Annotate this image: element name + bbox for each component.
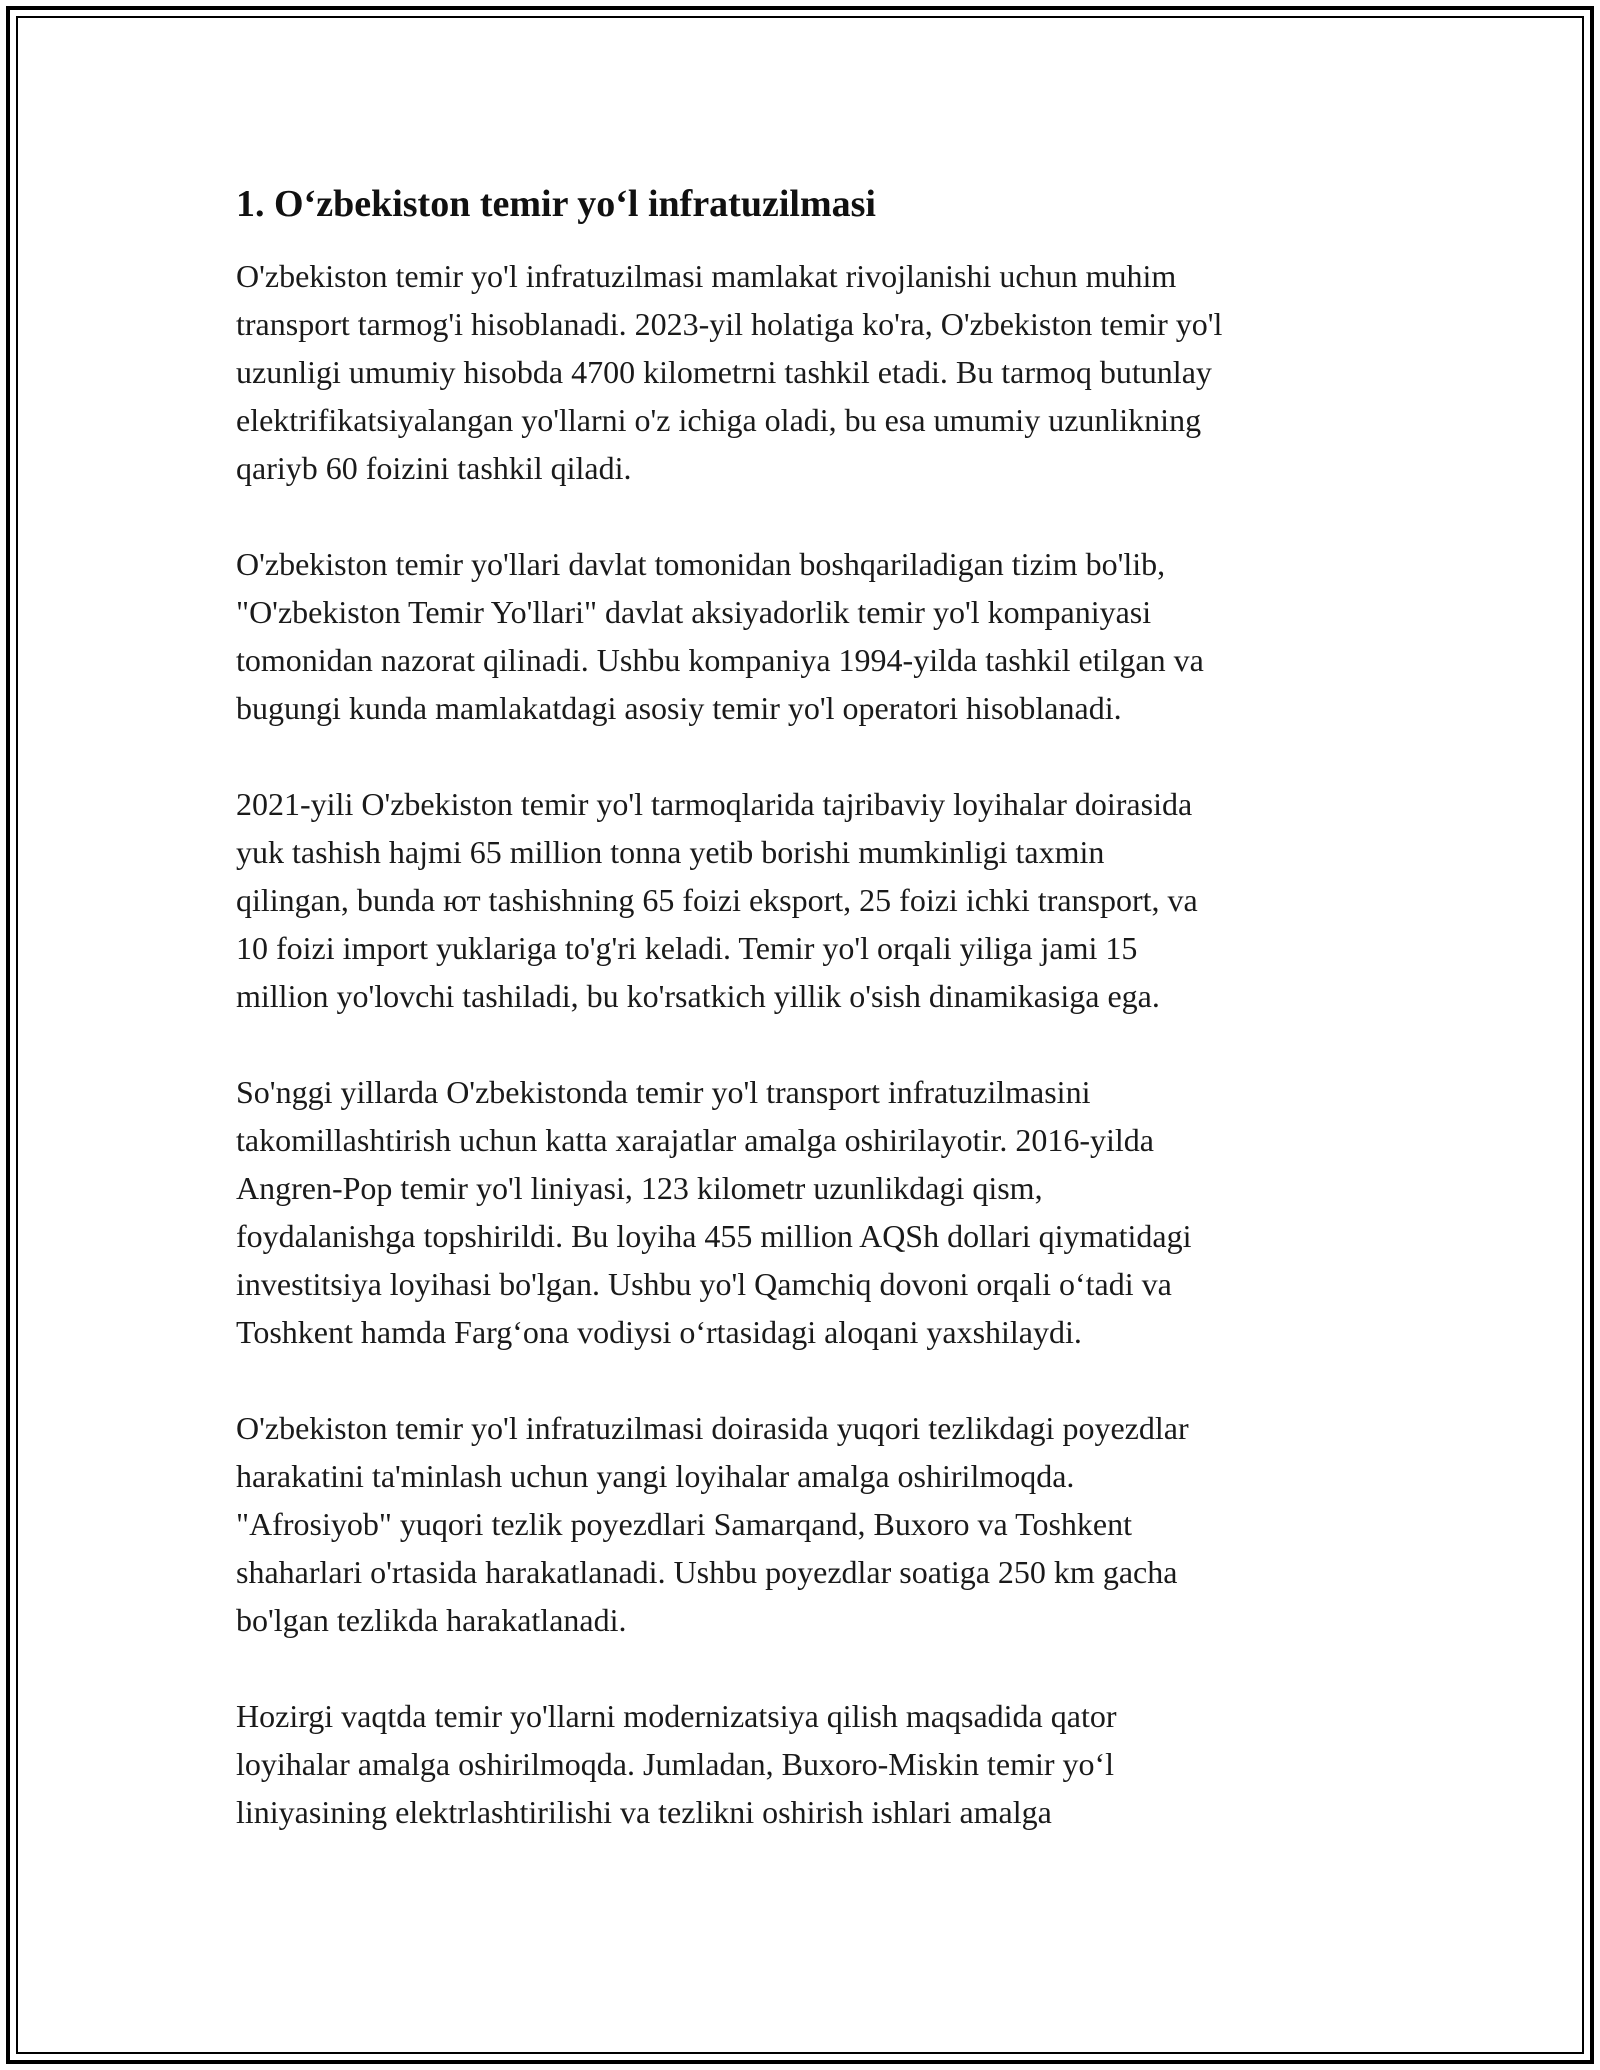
paragraph-freight-volume: 2021-yili O'zbekiston temir yo'l tarmoqlarida tajribaviy loyihalar doirasida yuk tashish hajmi 65 million tonna yetib borishi mumkinligi taxmin qilingan, bunda ют tashishning 65 foizi eksport, 25 foizi ichki transport, va 10 foizi import yuklariga to'g'ri keladi. Temir yo'l orqali yiliga jami 15 million yo'lovchi tashiladi, bu ko'rsatkich yillik o'sish dinamikasiga ega. — [236, 786, 1198, 1014]
document-body — [236, 180, 1384, 1884]
paragraph-high-speed-trains: O'zbekiston temir yo'l infratuzilmasi doirasida yuqori tezlikdagi poyezdlar harakatini ta'minlash uchun yangi loyihalar amalga oshirilmoqda. "Afrosiyob" yuqori tezlik poyezdlari Samarqand, Buxoro va Toshkent shaharlari o'rtasida harakatlanadi. Ushbu poyezdlar soatiga 250 km gacha bo'lgan tezlikda harakatlanadi. — [236, 1410, 1189, 1638]
paragraph-modernization: Hozirgi vaqtda temir yo'llarni modernizatsiya qilish maqsadida qator loyihalar amalga oshirilmoqda. Jumladan, Buxoro-Miskin temir yo‘l liniyasining elektrlashtirilishi va tezlikni oshirish ishlari amalga — [236, 1698, 1117, 1830]
paragraph-infrastructure-investment: So'nggi yillarda O'zbekistonda temir yo'l transport infratuzilmasini takomillashtirish uchun katta xarajatlar amalga oshirilayotir. 2016-yilda Angren-Pop temir yo'l liniyasi, 123 kilometr uzunlikdagi qism, foydalanishga topshirildi. Bu loyiha 455 million AQSh dollari qiymatidagi investitsiya loyihasi bo'lgan. Ushbu yo'l Qamchiq dovoni orqali o‘tadi va Toshkent hamda Farg‘ona vodiysi o‘rtasidagi aloqani yaxshilaydi. — [236, 1074, 1192, 1350]
paragraph-railway-management: O'zbekiston temir yo'llari davlat tomonidan boshqariladigan tizim bo'lib, "O'zbekiston Temir Yo'llari" davlat aksiyadorlik temir yo'l kompaniyasi tomonidan nazorat qilinadi. Ushbu kompaniya 1994-yilda tashkil etilgan va bugungi kunda mamlakatdagi asosiy temir yo'l operatori hisoblanadi. — [236, 546, 1204, 726]
section-heading: 1. O‘zbekiston temir yo‘l infratuzilmasi — [236, 183, 876, 225]
paragraph-railway-length: O'zbekiston temir yo'l infratuzilmasi mamlakat rivojlanishi uchun muhim transport tarmog'i hisoblanadi. 2023-yil holatiga ko'ra, O'zbekiston temir yo'l uzunligi umumiy hisobda 4700 kilometrni tashkil etadi. Bu tarmoq butunlay elektrifikatsiyalangan yo'llarni o'z ichiga oladi, bu esa umumiy uzunlikning qariyb 60 foizini tashkil qiladi. — [236, 258, 1223, 486]
